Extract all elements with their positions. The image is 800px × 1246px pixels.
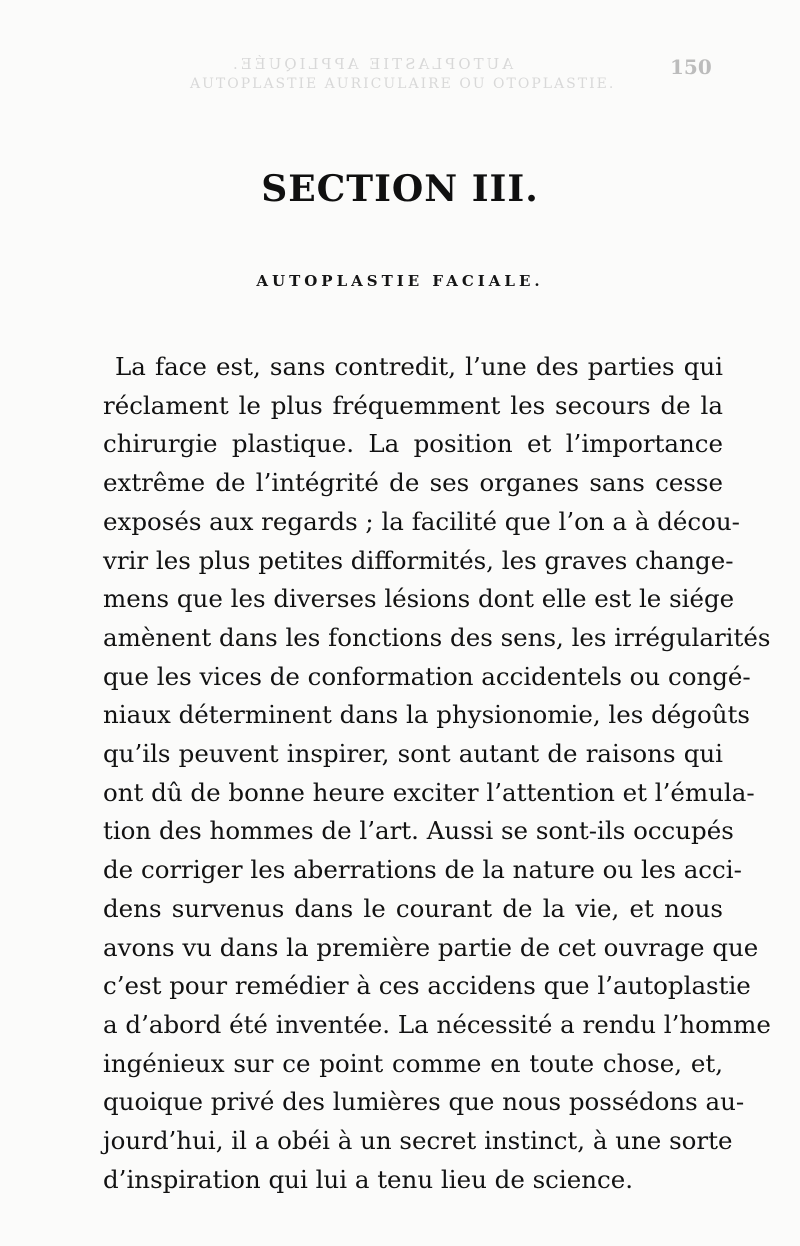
body-line: chirurgie plastique. La position et l’importance bbox=[103, 429, 723, 459]
section-title: SECTION III. bbox=[261, 168, 539, 210]
body-line: ingénieux sur ce point comme en toute chose, et, bbox=[103, 1048, 723, 1078]
body-line: La face est, sans contredit, l’une des parties qui bbox=[115, 352, 723, 381]
body-line: quoique privé des lumières que nous possédons au- bbox=[103, 1087, 745, 1117]
ghost-running-head: AUTOPLASTIE APPLIQUÉE. bbox=[230, 55, 514, 73]
body-line: exposés aux regards ; la facilité que l’on a à décou- bbox=[103, 506, 740, 536]
body-line: extrême de l’intégrité de ses organes sans cesse bbox=[103, 468, 723, 498]
body-line: qu’ils peuvent inspirer, sont autant de raisons qui bbox=[103, 739, 723, 769]
body-line: que les vices de conformation accidentels ou congé- bbox=[103, 661, 751, 691]
body-line: d’inspiration qui lui a tenu lieu de science. bbox=[103, 1164, 634, 1194]
body-line: c’est pour remédier à ces accidens que l’autoplastie bbox=[103, 971, 751, 1001]
body-line: avons vu dans la première partie de cet ouvrage que bbox=[103, 932, 759, 962]
body-line: dens survenus dans le courant de la vie, et nous bbox=[103, 893, 723, 923]
body-line: niaux déterminent dans la physionomie, les dégoûts bbox=[103, 700, 750, 730]
ghost-page-number: 150 bbox=[670, 55, 712, 79]
body-paragraph bbox=[103, 348, 771, 1199]
body-line: mens que les diverses lésions dont elle est le siége bbox=[103, 584, 735, 614]
body-line: vrir les plus petites difformités, les graves change- bbox=[103, 545, 734, 575]
body-line: ont dû de bonne heure exciter l’attention et l’émula- bbox=[103, 777, 755, 807]
ghost-running-head-2: AUTOPLASTIE AURICULAIRE OU OTOPLASTIE. bbox=[190, 76, 616, 92]
body-line: amènent dans les fonctions des sens, les irrégularités bbox=[103, 622, 771, 652]
body-line: réclament le plus fréquemment les secours de la bbox=[103, 390, 723, 420]
body-line: a d’abord été inventée. La nécessité a rendu l’homme bbox=[103, 1009, 771, 1039]
section-subtitle: AUTOPLASTIE FACIALE. bbox=[256, 272, 544, 290]
body-line: tion des hommes de l’art. Aussi se sont-ils occupés bbox=[103, 816, 734, 846]
body-line: jourd’hui, il a obéi à un secret instinct, à une sorte bbox=[103, 1126, 733, 1156]
body-line: de corriger les aberrations de la nature ou les acci- bbox=[103, 855, 742, 885]
